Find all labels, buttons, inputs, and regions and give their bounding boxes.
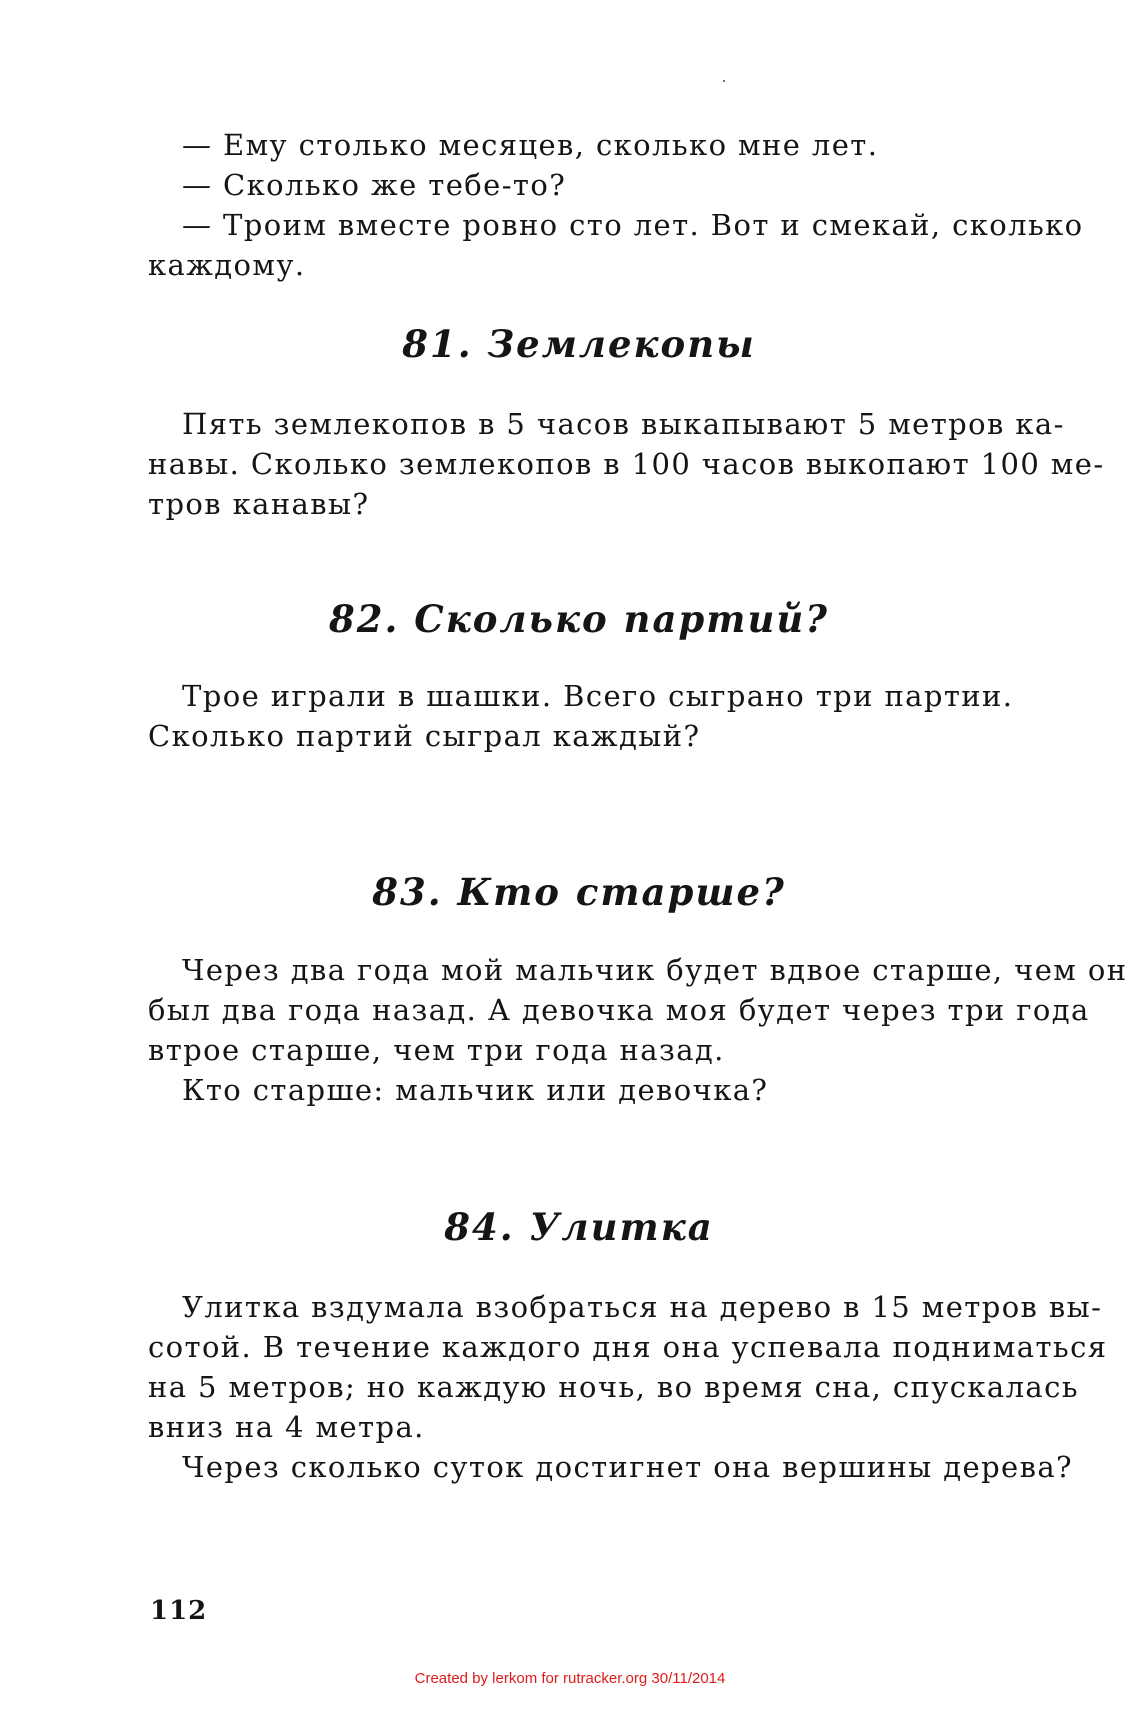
text-line: Пять землекопов в 5 часов выкапывают 5 метров ка- bbox=[182, 407, 1065, 441]
speck bbox=[723, 80, 725, 82]
problem-83-title: 83. Кто старше? bbox=[372, 870, 786, 914]
scan-credit: Created by lerkom for rutracker.org 30/11/2014 bbox=[414, 1670, 726, 1687]
text-line: был два года назад. А девочка моя будет через три года bbox=[148, 993, 1090, 1027]
text-line: навы. Сколько землекопов в 100 часов выкопают 100 ме- bbox=[148, 447, 1105, 481]
text-line: Кто старше: мальчик или девочка? bbox=[182, 1073, 769, 1107]
text-line: вниз на 4 метра. bbox=[148, 1410, 425, 1444]
dialogue-line: — Ему столько месяцев, сколько мне лет. bbox=[182, 128, 879, 162]
text-line: Трое играли в шашки. Всего сыграно три партии. bbox=[182, 679, 1014, 713]
dialogue-line: каждому. bbox=[148, 248, 306, 282]
page-number: 112 bbox=[150, 1596, 208, 1626]
problem-84-text bbox=[148, 1287, 1108, 1487]
text-line: Через два года мой мальчик будет вдвое старше, чем он bbox=[182, 953, 1128, 987]
problem-81-title: 81. Землекопы bbox=[402, 322, 756, 366]
problem-82-text bbox=[148, 676, 1014, 756]
dialogue-line: — Троим вместе ровно сто лет. Вот и смекай, сколько bbox=[182, 208, 1084, 242]
text-line: Через сколько суток достигнет она вершины дерева? bbox=[182, 1450, 1073, 1484]
dialogue-line: — Сколько же тебе-то? bbox=[182, 168, 567, 202]
text-line: на 5 метров; но каждую ночь, во время сна, спускалась bbox=[148, 1370, 1079, 1404]
text-line: Сколько партий сыграл каждый? bbox=[148, 719, 701, 753]
problem-81-text bbox=[148, 404, 1105, 524]
text-line: сотой. В течение каждого дня она успевала подниматься bbox=[148, 1330, 1108, 1364]
intro-dialogue bbox=[148, 125, 1084, 285]
text-line: тров канавы? bbox=[148, 487, 370, 521]
problem-84-title: 84. Улитка bbox=[444, 1205, 714, 1249]
problem-83-text bbox=[148, 950, 1128, 1110]
text-line: Улитка вздумала взобраться на дерево в 15 метров вы- bbox=[182, 1290, 1103, 1324]
problem-82-title: 82. Сколько партий? bbox=[329, 597, 829, 641]
text-line: втрое старше, чем три года назад. bbox=[148, 1033, 725, 1067]
